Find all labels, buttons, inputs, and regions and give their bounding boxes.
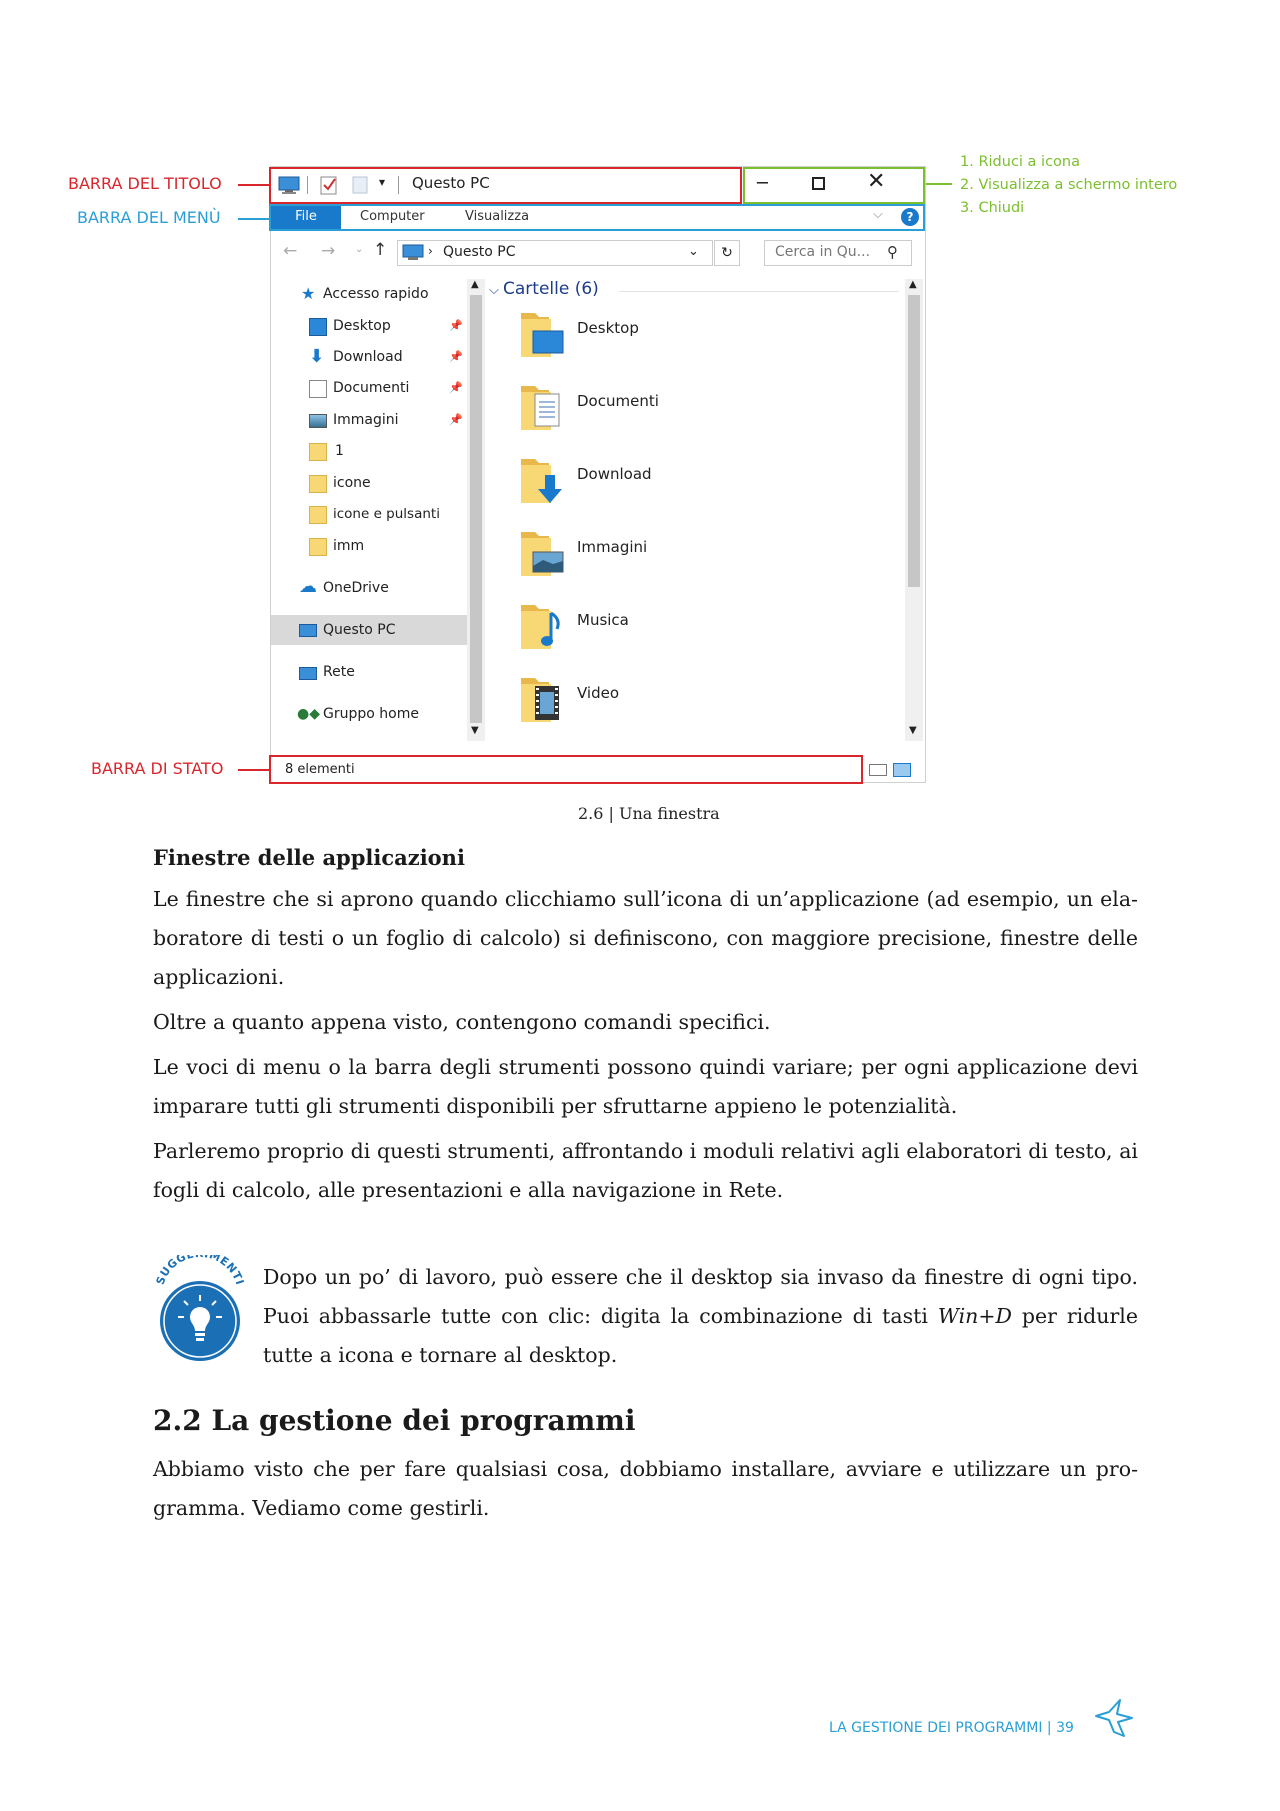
callout-menu-bar-line — [238, 218, 270, 220]
nav-item-folder-1[interactable]: 1 — [271, 436, 467, 466]
paragraph: Parleremo proprio di questi strumenti, affrontando i moduli relativi agli elaboratori di testo, ai fogli di calcolo, alle presentazioni e alla navigazione in Rete. — [153, 1139, 1138, 1202]
address-bar-row — [271, 235, 925, 271]
nav-item-homegroup[interactable]: ●◆ Gruppo home — [271, 699, 467, 729]
paragraph: Le voci di menu o la barra degli strumenti possono quindi variare; per ogni applicazione devi imparare tutti gli strumenti disponibili per sfruttarne appieno le potenzialità. — [153, 1055, 1138, 1118]
breadcrumb-chevron-icon: › — [428, 244, 433, 258]
explorer-window — [270, 166, 926, 783]
up-icon[interactable]: ↑ — [373, 240, 388, 260]
callout-control-1: 1. Riduci a icona — [960, 154, 1080, 170]
cloud-icon: ☁ — [299, 576, 317, 597]
desktop-icon — [309, 318, 327, 336]
status-bar-highlight — [269, 755, 863, 784]
callout-title-bar-line — [238, 184, 270, 186]
scroll-down-icon[interactable]: ▼ — [909, 725, 917, 736]
callout-controls-line — [922, 183, 952, 185]
image-icon — [309, 414, 327, 428]
quick-access-dropdown-icon[interactable]: ▾ — [379, 175, 386, 189]
callout-status-bar: BARRA DI STATO — [91, 759, 224, 778]
nav-item-documents[interactable]: Documenti 📌 — [271, 373, 467, 403]
callout-title-bar: BARRA DEL TITOLO — [68, 174, 222, 193]
folder-icon — [309, 506, 327, 524]
nav-scroll-thumb[interactable] — [470, 295, 482, 723]
menu-bar-highlight — [269, 204, 925, 231]
nav-item-desktop[interactable]: Desktop 📌 — [271, 311, 467, 341]
section-header[interactable]: ⌵ Cartelle (6) — [489, 279, 599, 299]
folder-video[interactable]: Video — [519, 672, 899, 734]
address-text: Questo PC — [443, 244, 516, 260]
folder-documents[interactable]: Documenti — [519, 380, 899, 442]
tip-badge — [150, 1255, 250, 1363]
content-pane — [489, 279, 909, 741]
callout-control-3: 3. Chiudi — [960, 200, 1025, 216]
scroll-up-icon[interactable]: ▲ — [909, 279, 917, 290]
expand-ribbon-icon[interactable]: ⌵ — [873, 207, 883, 222]
download-folder-icon — [519, 453, 565, 505]
paragraph: Abbiamo visto che per fare qualsiasi cosa, dobbiamo installare, avviare e utilizzare un pro-gramma. Vediamo come gestirli. — [153, 1457, 1138, 1520]
callout-menu-bar: BARRA DEL MENÙ — [77, 208, 221, 227]
lightbulb-icon — [150, 1255, 250, 1363]
folder-icon — [309, 538, 327, 556]
address-field[interactable] — [397, 240, 713, 266]
pictures-folder-icon — [519, 526, 565, 578]
nav-item-download[interactable]: ⬇ Download 📌 — [271, 342, 467, 372]
section-collapse-icon: ⌵ — [489, 283, 503, 298]
menu-view[interactable]: Visualizza — [465, 209, 530, 224]
video-folder-icon — [519, 672, 565, 724]
download-icon: ⬇ — [309, 346, 325, 367]
section2-body — [153, 1450, 1138, 1528]
nav-item-network[interactable]: Rete — [271, 657, 467, 687]
shortcut: Win+D — [937, 1304, 1012, 1328]
nav-item-quick-access[interactable]: ★ Accesso rapido — [271, 279, 467, 309]
address-dropdown-icon[interactable]: ⌄ — [688, 244, 699, 259]
computer-icon — [299, 624, 317, 637]
controls-highlight — [743, 167, 925, 204]
nav-item-onedrive[interactable]: ☁ OneDrive — [271, 573, 467, 603]
section2-heading: 2.2 La gestione dei programmi — [153, 1404, 636, 1437]
nav-scrollbar[interactable] — [467, 279, 485, 741]
scroll-up-icon[interactable]: ▲ — [471, 279, 479, 290]
tip-badge-text: SUGG MENTI — [153, 1255, 247, 1287]
title-bar-highlight — [269, 167, 742, 204]
desktop-folder-icon — [519, 307, 565, 359]
document-icon — [309, 380, 327, 398]
scroll-down-icon[interactable]: ▼ — [471, 725, 479, 736]
folder-icon — [309, 475, 327, 493]
documents-folder-icon — [519, 380, 565, 432]
nav-item-pictures[interactable]: Immagini 📌 — [271, 405, 467, 435]
network-icon — [299, 667, 317, 680]
folder-pictures[interactable]: Immagini — [519, 526, 899, 588]
back-icon[interactable]: ← — [283, 241, 298, 261]
tip-text: Dopo un po’ di lavoro, può essere che il desktop sia invaso da finestre di ogni tipo. Puoi abbassarle tutte con clic: digita la combinazione di tasti Win+D per ridurle tutte a icona e tornare al desktop. — [263, 1265, 1138, 1367]
star-outline-icon — [1090, 1696, 1138, 1740]
nav-item-folder-icone[interactable]: icone — [271, 468, 467, 498]
homegroup-icon: ●◆ — [297, 706, 320, 722]
search-icon: ⚲ — [887, 243, 898, 261]
content-scroll-thumb[interactable] — [908, 295, 920, 587]
status-text: 8 elementi — [285, 762, 355, 777]
search-field[interactable] — [764, 240, 912, 266]
menu-file[interactable]: File — [271, 205, 341, 229]
help-icon[interactable]: ? — [901, 208, 919, 226]
forward-icon[interactable]: → — [321, 241, 336, 261]
content-scrollbar[interactable] — [905, 279, 923, 741]
nav-item-this-pc[interactable]: Questo PC — [271, 615, 467, 645]
folder-desktop[interactable]: Desktop — [519, 307, 899, 369]
section1-body — [153, 880, 1138, 1210]
large-icons-view-icon[interactable] — [893, 763, 911, 777]
pin-icon[interactable]: 📌 — [449, 381, 463, 394]
callout-status-bar-line — [238, 769, 270, 771]
close-button[interactable]: ✕ — [867, 169, 886, 194]
page-footer: LA GESTIONE DEI PROGRAMMI | 39 — [829, 1720, 1074, 1736]
minimize-button[interactable]: ─ — [757, 173, 768, 194]
pin-icon[interactable]: 📌 — [449, 413, 463, 426]
figure-caption: 2.6 | Una finestra — [578, 804, 720, 823]
address-computer-icon — [402, 244, 424, 262]
callout-window-controls — [960, 151, 1177, 220]
section1-heading: Finestre delle applicazioni — [153, 845, 465, 870]
menu-computer[interactable]: Computer — [360, 209, 425, 224]
search-placeholder: Cerca in Qu... — [775, 244, 871, 260]
window-title: Questo PC — [412, 174, 490, 192]
recent-locations-icon[interactable]: ⌄ — [355, 244, 364, 255]
details-view-icon[interactable] — [869, 764, 887, 776]
folder-icon — [309, 443, 327, 461]
callout-control-2: 2. Visualizza a schermo intero — [960, 177, 1178, 193]
navigation-pane — [271, 279, 471, 741]
refresh-icon[interactable]: ↻ — [714, 240, 740, 266]
star-icon: ★ — [301, 284, 316, 303]
paragraph: Le finestre che si aprono quando clicchiamo sull’icona di un’applicazione (ad esempio, un ela-boratore di testi o un foglio di calcolo) si definiscono, con maggiore precisione, finestre delle applicazioni. — [153, 887, 1138, 989]
paragraph: Oltre a quanto appena visto, contengono comandi specifici. — [153, 1010, 771, 1034]
nav-item-folder-icone-pulsanti[interactable]: icone e pulsanti — [271, 499, 467, 529]
pin-icon[interactable]: 📌 — [449, 350, 463, 363]
music-folder-icon — [519, 599, 565, 651]
nav-item-folder-imm[interactable]: imm — [271, 531, 467, 561]
pin-icon[interactable]: 📌 — [449, 319, 463, 332]
folder-music[interactable]: Musica — [519, 599, 899, 661]
folder-download[interactable]: Download — [519, 453, 899, 515]
